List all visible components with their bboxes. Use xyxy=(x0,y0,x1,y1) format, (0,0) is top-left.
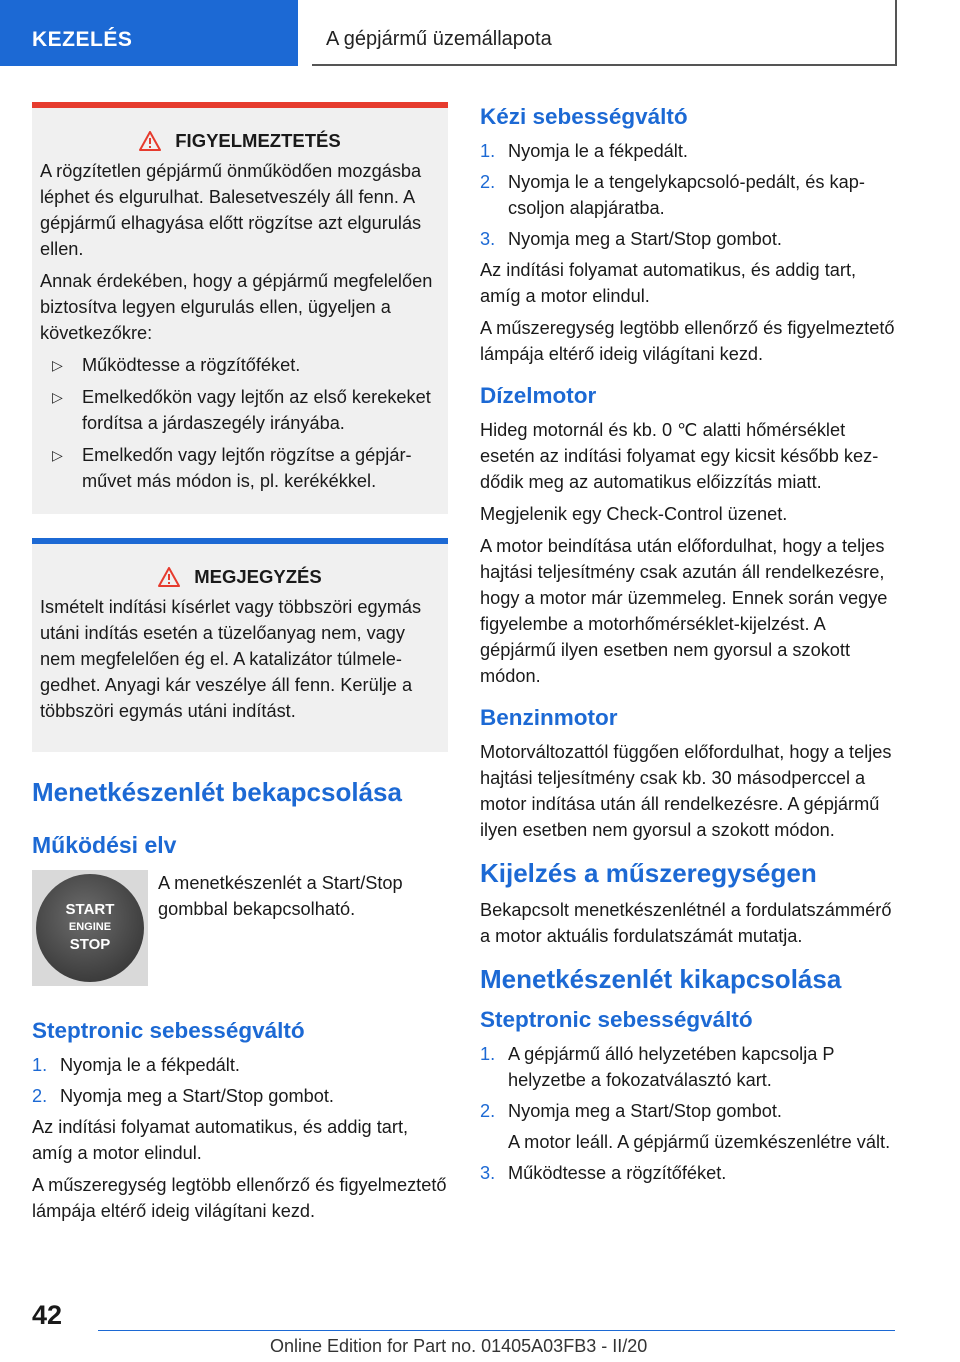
step-text: Nyomja meg a Start/Stop gombot. xyxy=(508,1101,782,1121)
section-title-display: Kijelzés a műszeregységen xyxy=(480,858,817,888)
page-number: 42 xyxy=(32,1300,63,1330)
warning-text-2: Annak érdekében, hogy a gépjármű megfelelően biztosítva legyen elgurulás ellen, ügyeljen a következőkre: xyxy=(40,271,433,343)
step-text: Nyomja meg a Start/Stop gombot. xyxy=(508,229,782,249)
start-button-figure xyxy=(32,870,448,986)
triangle-bullet-icon: ▷ xyxy=(52,357,63,373)
warning-box xyxy=(32,102,448,514)
note-title-row xyxy=(40,566,440,588)
subsection-title-manual: Kézi sebességváltó xyxy=(480,104,688,129)
list-item-text: Emelkedőn vagy lejtőn rögzítse a gépjárművet más módon is, pl. kerékékkel. xyxy=(82,445,412,491)
section-title-start: Menetkészenlét bekapcsolása xyxy=(32,777,402,807)
warning-triangle-icon xyxy=(158,567,180,587)
stop-steps xyxy=(480,1041,896,1124)
triangle-bullet-icon: ▷ xyxy=(52,447,63,463)
step-item xyxy=(480,1160,896,1186)
manual-text-2: A műszeregység legtöbb ellenőrző és figyelmeztető lámpája eltérő ideig világítani kezd. xyxy=(480,318,895,364)
stop-steps-continued xyxy=(480,1160,896,1186)
note-box xyxy=(32,538,448,752)
step-number: 1. xyxy=(32,1055,48,1075)
footer-divider xyxy=(98,1330,895,1331)
subsection-title-diesel: Dízelmotor xyxy=(480,383,597,408)
step-text: Nyomja le a tengelykapcsoló-pedált, és kapcsoljon alapjáratba. xyxy=(508,172,865,218)
start-stop-button-image xyxy=(32,870,148,986)
note-text: Ismételt indítási kísérlet vagy többszöri egymás utáni indítás esetén a tüzelőanyag nem, vagy nem megfelelően ég el. A katalizátor túlmelegedhet. Anyagi kár veszélye áll fenn. Kerülje a többszöri egymás utáni indítást. xyxy=(40,597,422,721)
step-item xyxy=(480,1098,896,1124)
step-result-text: A motor leáll. A gépjármű üzemkészenlétre vált. xyxy=(508,1132,891,1152)
button-label-stop: STOP xyxy=(69,936,111,953)
header-section-tab xyxy=(0,0,298,66)
subsection-title-petrol: Benzinmotor xyxy=(480,705,618,730)
step-text: Nyomja meg a Start/Stop gombot. xyxy=(60,1086,334,1106)
step-text: Nyomja le a fékpedált. xyxy=(60,1055,240,1075)
diesel-text-1: Hideg motornál és kb. 0 ℃ alatti hőmérséklet esetén az indítási folyamat egy kicsit később kezdődik meg az automatikus előizzítás miatt. xyxy=(480,420,879,492)
step-item xyxy=(480,138,896,164)
left-column xyxy=(32,102,448,1230)
note-title: MEGJEGYZÉS xyxy=(194,566,322,587)
triangle-bullet-icon: ▷ xyxy=(52,389,63,405)
subsection-title-steptronic: Steptronic sebességváltó xyxy=(32,1018,305,1043)
diesel-text-2: Megjelenik egy Check-Control üzenet. xyxy=(480,504,788,524)
steptronic-text-2: A műszeregység legtöbb ellenőrző és figyelmeztető lámpája eltérő ideig világítani kezd. xyxy=(32,1175,447,1221)
section-title-stop: Menetkészenlét kikapcsolása xyxy=(480,964,842,994)
right-column xyxy=(480,102,896,1191)
step-item xyxy=(480,226,896,252)
step-item xyxy=(32,1052,448,1078)
list-item xyxy=(40,442,440,494)
manual-steps xyxy=(480,138,896,252)
step-number: 3. xyxy=(480,229,496,249)
step-item xyxy=(480,1041,896,1093)
warning-text-1: A rögzítetlen gépjármű önműködően mozgásba léphet és elgurulhat. Balesetveszély áll fenn. A gépjármű elhagyása előtt rögzítse azt elgurulás ellen. xyxy=(40,161,422,259)
button-label-engine: ENGINE xyxy=(68,921,112,933)
step-text: Működtesse a rögzítőféket. xyxy=(508,1163,727,1183)
display-text: Bekapcsolt menetkészenlétnél a fordulatszámmérő a motor aktuális fordulatszámát mutatja. xyxy=(480,900,892,946)
header-chapter-label: A gépjármű üzemállapota xyxy=(326,28,552,50)
warning-list xyxy=(40,352,440,494)
step-number: 1. xyxy=(480,141,496,161)
warning-title-row xyxy=(40,130,440,152)
step-number: 2. xyxy=(32,1086,48,1106)
steptronic-steps xyxy=(32,1052,448,1109)
figure-caption: A menetkészenlét a Start/Stop gombbal bekapcsolható. xyxy=(158,873,403,919)
step-text: Nyomja le a fékpedált. xyxy=(508,141,688,161)
step-item xyxy=(480,169,896,221)
list-item xyxy=(40,352,440,378)
step-number: 1. xyxy=(480,1044,496,1064)
step-number: 3. xyxy=(480,1163,496,1183)
list-item-text: Működtesse a rögzítőféket. xyxy=(82,355,301,375)
step-item xyxy=(32,1083,448,1109)
steptronic-text-1: Az indítási folyamat automatikus, és addig tart, amíg a motor elindul. xyxy=(32,1117,409,1163)
manual-text-1: Az indítási folyamat automatikus, és addig tart, amíg a motor elindul. xyxy=(480,260,857,306)
warning-triangle-icon xyxy=(139,131,161,151)
header-chapter xyxy=(312,0,897,66)
petrol-text: Motorváltozattól függően előfordulhat, hogy a teljes hajtási teljesítmény csak kb. 30 másodperccel a motor indítása után áll rendelkezésre. A gépjármű ilyen esetben nem gyorsul a szokott módon. xyxy=(480,742,892,840)
subsection-title-steptronic-stop: Steptronic sebességváltó xyxy=(480,1007,753,1032)
step-number: 2. xyxy=(480,172,496,192)
list-item-text: Emelkedőkön vagy lejtőn az első kerekeket fordítsa a járdaszegély irányába. xyxy=(82,387,431,433)
header-section-label: KEZELÉS xyxy=(32,28,133,51)
diesel-text-3: A motor beindítása után előfordulhat, hogy a teljes hajtási teljesítmény csak azután áll rendelkezésre, hogy a motor már üzemmeleg. Ennek során vegye figyelembe a motorhőmérséklet-kijelzést. A gépjármű ilyen esetben nem gyorsul a szokott módon. xyxy=(480,536,888,686)
warning-title: FIGYELMEZTETÉS xyxy=(175,130,341,151)
button-label-start: START xyxy=(65,901,115,918)
step-text: A gépjármű álló helyzetében kapcsolja P helyzetbe a fokozatválasztó kart. xyxy=(508,1044,835,1090)
list-item xyxy=(40,384,440,436)
footer-edition: Online Edition for Part no. 01405A03FB3 - II/20 xyxy=(270,1336,648,1356)
subsection-title-principle: Működési elv xyxy=(32,832,177,858)
step-number: 2. xyxy=(480,1101,496,1121)
